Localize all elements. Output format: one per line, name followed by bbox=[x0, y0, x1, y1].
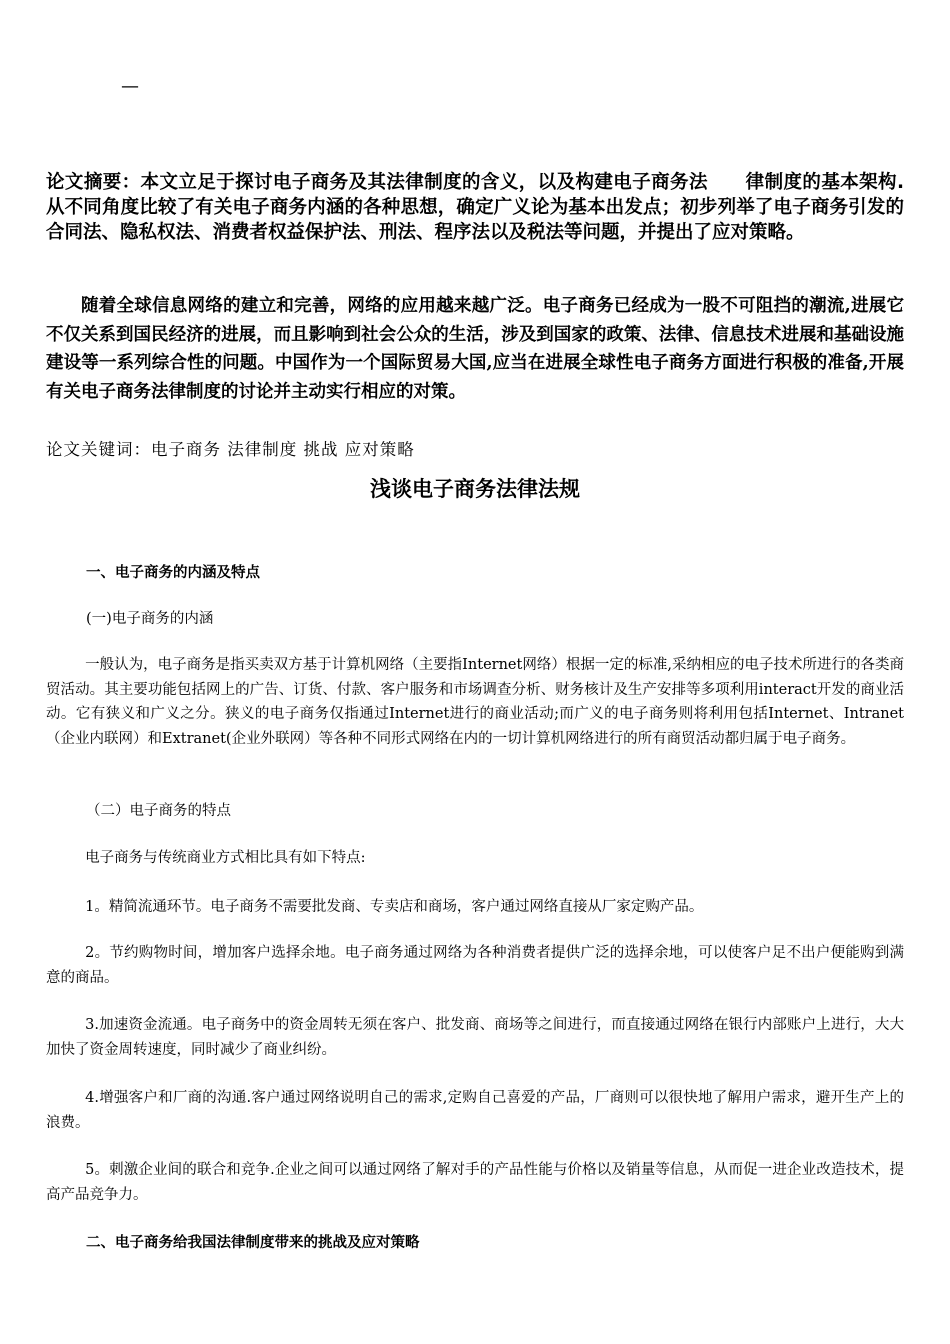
definition-paragraph: 一般认为，电子商务是指买卖双方基于计算机网络（主要指Internet网络）根据一定的标准,采纳相应的电子技术所进行的各类商贸活动。其主要功能包括网上的广告、订货、付款、客户服务和市场调查分析、财务核计及生产安排等多项利用interact开发的商业活动。它有狭义和广义之分。狭义的电子商务仅指通过Internet进行的商业活动;而广义的电子商务则将利用包括Internet、Intranet（企业内联网）和Extranet(企业外联网）等各种不同形式网络在内的一切计算机网络进行的所有商贸活动都归属于电子商务。 bbox=[46, 657, 904, 747]
intro-paragraph: 随着全球信息网络的建立和完善，网络的应用越来越广泛。电子商务已经成为一股不可阻挡的潮流,进展它不仅关系到国民经济的进展，而且影响到社会公众的生活，涉及到国家的政策、法律、信息技术进展和基础设施建设等一系列综合性的问题。中国作为一个国际贸易大国,应当在进展全球性电子商务方面进行积极的准备,开展有关电子商务法律制度的讨论并主动实行相应的对策。 bbox=[46, 296, 904, 402]
section-1-sub2-heading: （二）电子商务的特点 bbox=[86, 803, 231, 819]
section-1-heading: 一、电子商务的内涵及特点 bbox=[86, 564, 260, 581]
feature-item: 5。刺激企业间的联合和竞争.企业之间可以通过网络了解对手的产品性能与价格以及销量等信息，从而促一进企业改造技术，提高产品竞争力。 bbox=[46, 1162, 904, 1203]
section-1-sub1-heading: (一)电子商务的内涵 bbox=[86, 611, 214, 627]
feature-item: 4.增强客户和厂商的沟通.客户通过网络说明自己的需求,定购自己喜爱的产品，厂商则可以很快地了解用户需求，避开生产上的浪费。 bbox=[46, 1090, 904, 1131]
section-2-heading: 二、电子商务给我国法律制度带来的挑战及应对策略 bbox=[86, 1234, 420, 1251]
page-title: 浅谈电子商务法律法规 bbox=[370, 476, 580, 501]
feature-item: 2。节约购物时间，增加客户选择余地。电子商务通过网络为各种消费者提供广泛的选择余地，可以使客户足不出户便能购到满意的商品。 bbox=[46, 945, 904, 986]
header-mark: — bbox=[121, 76, 139, 97]
keywords-line: 论文关键词：电子商务 法律制度 挑战 应对策略 bbox=[46, 440, 415, 459]
abstract-paragraph: 论文摘要：本文立足于探讨电子商务及其法律制度的含义，以及构建电子商务法 律制度的基本架构.从不同角度比较了有关电子商务内涵的各种思想，确定广义论为基本出发点；初步列举了电子商务引发的合同法、隐私权法、消费者权益保护法、刑法、程序法以及税法等问题，并提出了应对策略。 bbox=[46, 172, 904, 243]
feature-item: 1。精简流通环节。电子商务不需要批发商、专卖店和商场，客户通过网络直接从厂家定购产品。 bbox=[85, 899, 704, 915]
features-lead: 电子商务与传统商业方式相比具有如下特点: bbox=[85, 850, 366, 866]
feature-item: 3.加速资金流通。电子商务中的资金周转无须在客户、批发商、商场等之间进行，而直接通过网络在银行内部账户上进行，大大加快了资金周转速度，同时减少了商业纠纷。 bbox=[46, 1017, 904, 1058]
